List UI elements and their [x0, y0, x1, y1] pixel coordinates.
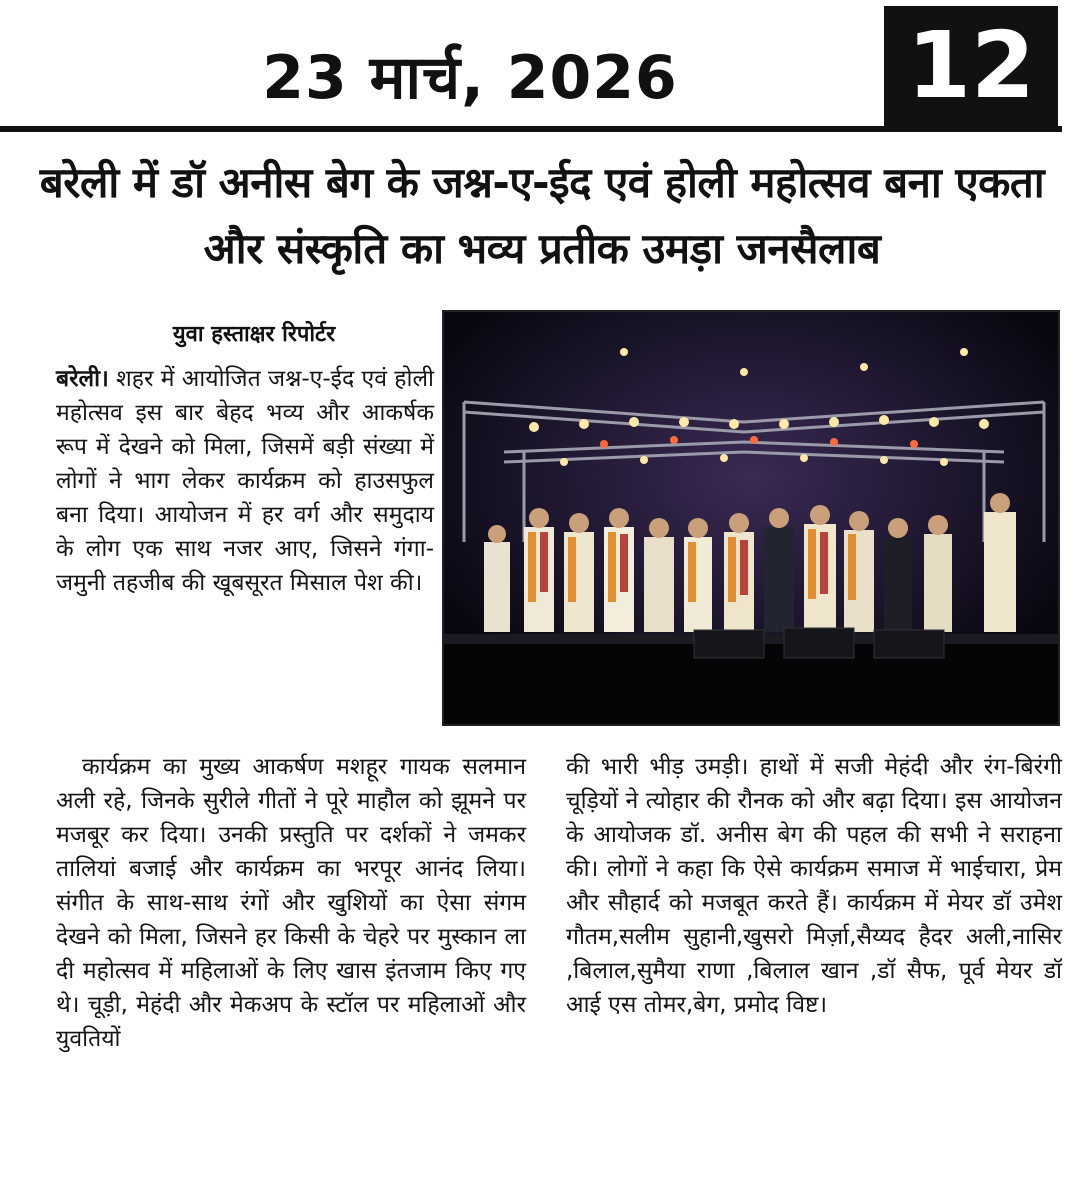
article-paragraph-1 — [56, 362, 434, 600]
header-rule — [0, 126, 1062, 132]
edition-date: 23 मार्च, 2026 — [262, 43, 678, 113]
page-number-box: 12 — [884, 6, 1058, 126]
event-stage-photo — [442, 310, 1060, 726]
paragraph-1-text: शहर में आयोजित जश्न-ए-ईद एवं होली महोत्सव इस बार बेहद भव्य और आकर्षक रूप में देखने को मिला, जिसमें बड़ी संख्या में लोगों ने भाग लेकर कार्यक्रम को हाउसफुल बना दिया। आयोजन में हर वर्ग और समुदाय के लोग एक साथ नजर आए, जिसने गंगा-जमुनी तहजीब की खूबसूरत मिसाल पेश की। — [56, 366, 435, 596]
stage-photo-illustration — [444, 312, 1058, 724]
dateline: बरेली। — [56, 366, 109, 392]
article-paragraph-2: कार्यक्रम का मुख्य आकर्षण मशहूर गायक सलमान अली रहे, जिनके सुरीले गीतों ने पूरे माहौल को झूमने पर मजबूर कर दिया। उनकी प्रस्तुति पर दर्शकों ने जमकर तालियां बजाई और कार्यक्रम का भरपूर आनंद लिया। संगीत के साथ-साथ रंगों और खुशियों का ऐसा संगम देखने को मिला, जिसने हर किसी के चेहरे पर मुस्कान ला दी महोत्सव में महिलाओं के लिए खास इंतजाम किए गए थे। चूड़ी, मेहंदी और मेकअप के स्टॉल पर महिलाओं और युवतियों — [56, 754, 526, 1052]
article-paragraph-3: की भारी भीड़ उमड़ी। हाथों में सजी मेहंदी और रंग-बिरंगी चूड़ियों ने त्योहार की रौनक को और बढ़ा दिया। इस आयोजन के आयोजक डॉ. अनीस बेग की पहल की सभी ने सराहना की। लोगों ने कहा कि ऐसे कार्यक्रम समाज में भाईचारा, प्रेम और सौहार्द को मजबूत करते हैं। कार्यक्रम में मेयर डॉ उमेश गौतम,सलीम सुहानी,खुसरो मिर्ज़ा,सैय्यद हैदर अली,नासिर ,बिलाल,सुमैया राणा ,बिलाल खान ,डॉ सैफ, पूर्व मेयर डॉ आई एस तोमर,बेग, प्रमोद विष्ट। — [566, 754, 1062, 1018]
article-byline: युवा हस्ताक्षर रिपोर्टर — [172, 322, 336, 347]
article-headline: बरेली में डॉ अनीस बेग के जश्न-ए-ईद एवं होली महोत्सव बना एकता और संस्कृति का भव्य प्रतीक उमड़ा जनसैलाब — [39, 158, 1045, 273]
